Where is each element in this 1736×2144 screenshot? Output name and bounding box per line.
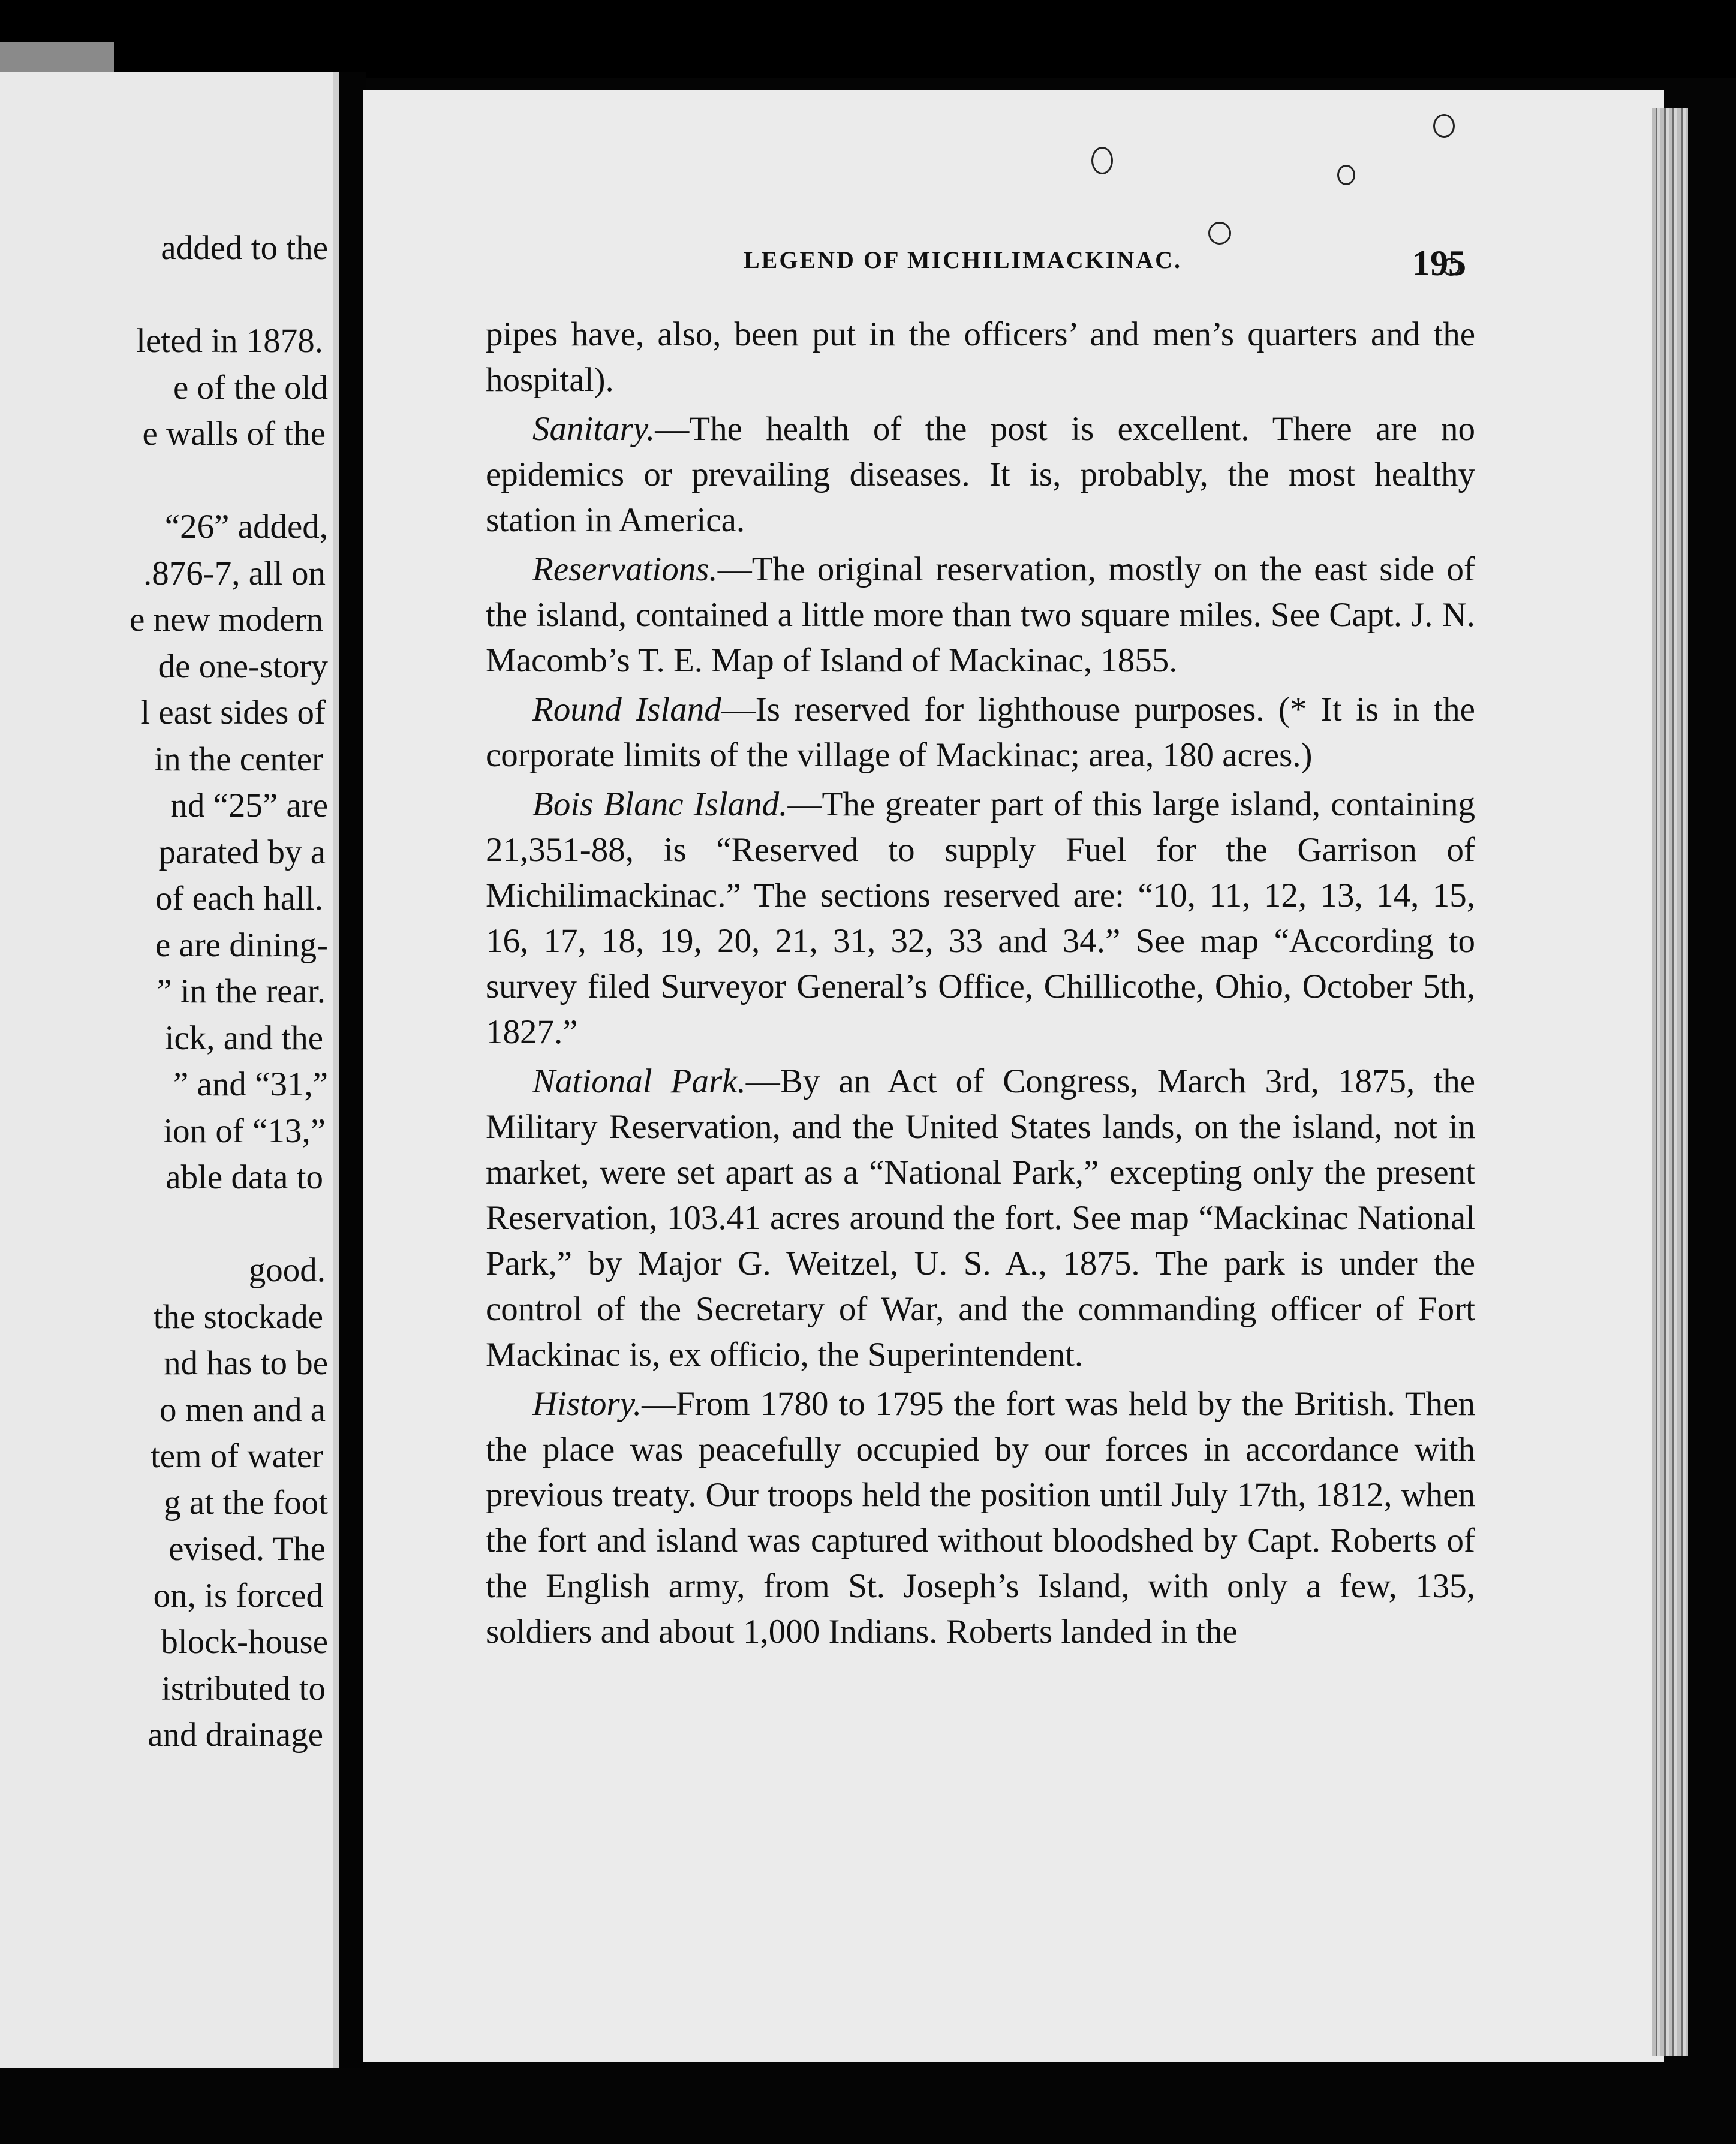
paragraph-sanitary [486, 406, 1475, 543]
left-page-line: e new modern [130, 601, 323, 639]
left-page-line: the stockade [153, 1297, 323, 1336]
left-page-line: nd has to be [164, 1344, 328, 1382]
intro-paragraph: pipes have, also, been put in the officers’ and men’s quarters and the hospital). [486, 315, 1475, 399]
page-number: 195 [1412, 243, 1466, 283]
body-text [486, 312, 1475, 1658]
left-page-line: good. [248, 1251, 326, 1289]
paragraph-text: —The health of the post is excellent. There are no epidemics or prevailing diseases. It is, probably, the most healthy station in America. [486, 410, 1475, 539]
left-page-line: tem of water [150, 1437, 323, 1475]
left-page-line: leted in 1878. [136, 322, 323, 360]
left-page-line: e of the old [173, 368, 328, 406]
paragraph-national-park [486, 1059, 1475, 1378]
left-page-line: e are dining- [155, 926, 328, 964]
left-page-line: o men and a [160, 1390, 326, 1429]
paragraph-heading: Sanitary. [532, 410, 655, 448]
left-page-line: on, is forced [153, 1576, 323, 1615]
paragraph-text: —The greater part of this large island, containing 21,351-88, is “Reserved to supply Fuel for the Garrison of Michilimackinac.” The sections reserved are: “10, 11, 12, 13, 14, 15, 16, 17, 18, 19, 20, 21, 31, 32, 33 and 34.” See map “According to survey filed Surveyor General’s Office, Chillicothe, Ohio, October 5th, 1827.” [486, 785, 1475, 1051]
left-page-line: .876-7, all on [143, 554, 326, 592]
paragraph-heading: Round Island [532, 691, 721, 728]
left-page-line: ” in the rear. [157, 972, 326, 1010]
dust-speck [1091, 147, 1113, 174]
paragraph-text: —Is reserved for lighthouse purposes. (* It is in the corporate limits of the village of Mackinac; area, 180 acres.) [486, 691, 1475, 774]
left-page-line: ” and “31,” [173, 1065, 328, 1103]
left-page-line: and drainage [148, 1716, 323, 1754]
left-page-line: nd “25” are [170, 787, 328, 824]
left-page-line: of each hall. [155, 880, 323, 917]
paragraph-text: —By an Act of Congress, March 3rd, 1875, the Military Reservation, and the United States lands, on the island, not in market, were set apart as a “National Park,” excepting only the present Reservation, 103.41 acres around the fort. See map “Mackinac National Park,” by Major G. Weitzel, U. S. A., 1875. The park is under the control of the Secretary of War, and the commanding officer of Fort Mackinac is, ex officio, the Superintendent. [486, 1062, 1476, 1374]
paragraph-heading: Bois Blanc Island. [532, 785, 788, 823]
paragraph-text: —From 1780 to 1795 the fort was held by the British. Then the place was peacefully occupied by our forces in accordance with previous treaty. Our troops held the position until July 17th, 1812, when the fort and island was captured without bloodshed by Capt. Roberts of the English army, from St. Joseph’s Island, with only a few, 135, soldiers and about 1,000 Indians. Roberts landed in the [486, 1385, 1475, 1651]
left-page-line: added to the [161, 229, 328, 267]
left-page-line: istributed to [161, 1669, 326, 1708]
left-page-line: g at the foot [164, 1483, 328, 1522]
paragraph-reservations [486, 547, 1475, 683]
dust-speck [1208, 222, 1231, 245]
left-page-line: block-house [161, 1623, 328, 1661]
left-page-line: evised. The [169, 1530, 326, 1568]
left-page-line: ick, and the [164, 1019, 323, 1057]
left-page-line: ion of “13,” [163, 1112, 326, 1150]
left-page-line: l east sides of [140, 694, 326, 731]
dust-speck [1433, 114, 1455, 138]
paragraph-text: —The original reservation, mostly on the east side of the island, contained a little more than two square miles. See Capt. J. N. Macomb’s T. E. Map of Island of Mackinac, 1855. [486, 550, 1475, 679]
book-gutter [339, 72, 366, 2068]
left-page-line: parated by a [158, 833, 326, 871]
left-page-line: de one-story [158, 647, 328, 685]
dust-speck [1337, 165, 1355, 185]
left-page-line: e walls of the [142, 415, 326, 453]
paragraph-heading: History. [532, 1385, 642, 1423]
paragraph-heading: Reservations. [532, 550, 718, 588]
page-stack-edges [1652, 108, 1688, 2056]
left-page-line: in the center [154, 740, 323, 778]
paragraph-heading: National Park. [532, 1062, 746, 1100]
scan-top-margin [0, 0, 1736, 78]
paragraph-bois-blanc-island [486, 782, 1475, 1055]
paragraph-round-island [486, 687, 1475, 778]
left-page-line: “26” added, [164, 508, 328, 546]
paragraph-history [486, 1381, 1475, 1655]
left-page-line: able data to [166, 1158, 323, 1196]
left-page [0, 72, 339, 2068]
running-head: LEGEND OF MICHILIMACKINAC. [744, 246, 1182, 273]
